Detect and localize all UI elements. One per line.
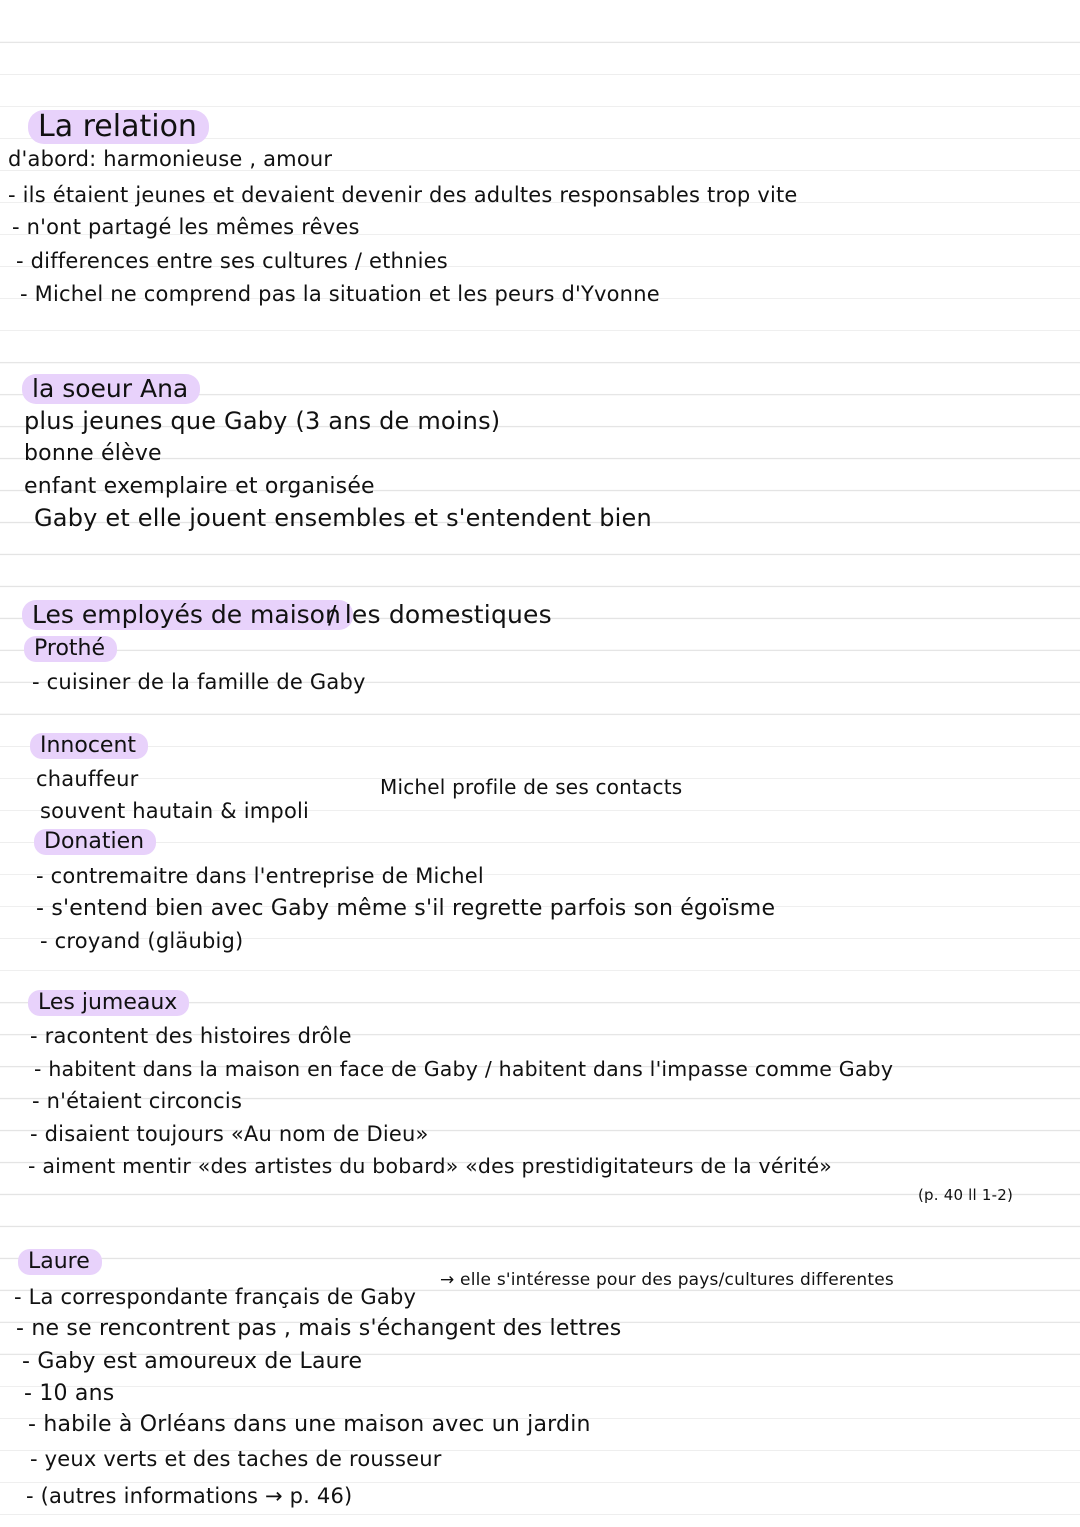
ana-line-2: bonne élève <box>24 441 162 466</box>
heading-ana: la soeur Ana <box>22 374 200 404</box>
heading-jumeaux: Les jumeaux <box>28 990 189 1016</box>
relation-line-2: - ils étaient jeunes et devaient devenir des adultes responsables trop vite <box>8 183 798 207</box>
laure-line-1: - La correspondante français de Gaby <box>14 1285 417 1309</box>
jumeaux-line-5: - aiment mentir «des artistes du bobard» «des prestidigitateurs de la vérité» <box>28 1154 832 1178</box>
heading-innocent: Innocent <box>30 733 148 759</box>
innocent-line-1: chauffeur <box>36 767 139 791</box>
heading-donatien: Donatien <box>34 829 156 855</box>
relation-line-4: - differences entre ses cultures / ethnies <box>16 249 448 273</box>
relation-line-5: - Michel ne comprend pas la situation et les peurs d'Yvonne <box>20 282 660 306</box>
heading-laure: Laure <box>18 1249 102 1275</box>
laure-line-6: - yeux verts et des taches de rousseur <box>30 1447 442 1471</box>
donatien-line-3: - croyand (gläubig) <box>40 929 244 953</box>
ana-line-4: Gaby et elle jouent ensembles et s'entendent bien <box>34 504 652 532</box>
employes-heading-suffix: / les domestiques <box>328 600 552 629</box>
ana-line-3: enfant exemplaire et organisée <box>24 474 375 499</box>
relation-line-3: - n'ont partagé les mêmes rêves <box>12 215 360 239</box>
laure-line-5: - habile à Orléans dans une maison avec un jardin <box>28 1412 591 1437</box>
ana-line-1: plus jeunes que Gaby (3 ans de moins) <box>24 407 501 435</box>
laure-line-4: - 10 ans <box>24 1381 115 1406</box>
laure-arrow-note: → elle s'intéresse pour des pays/cultures differentes <box>440 1270 894 1290</box>
prothe-line-1: - cuisiner de la famille de Gaby <box>32 670 366 694</box>
jumeaux-line-3: - n'étaient circoncis <box>32 1089 243 1113</box>
donatien-line-1: - contremaitre dans l'entreprise de Michel <box>36 864 484 888</box>
innocent-note: Michel profile de ses contacts <box>380 775 683 799</box>
laure-line-7: - (autres informations → p. 46) <box>26 1484 353 1508</box>
innocent-line-2: souvent hautain & impoli <box>40 799 310 823</box>
laure-line-2: - ne se rencontrent pas , mais s'échangent des lettres <box>16 1316 622 1341</box>
jumeaux-line-4: - disaient toujours «Au nom de Dieu» <box>30 1122 429 1146</box>
jumeaux-line-2: - habitent dans la maison en face de Gaby / habitent dans l'impasse comme Gaby <box>34 1057 894 1081</box>
heading-relation: La relation <box>28 110 209 144</box>
heading-prothe: Prothé <box>24 636 117 662</box>
donatien-line-2: - s'entend bien avec Gaby même s'il regrette parfois son égoïsme <box>36 896 776 921</box>
heading-employes: Les employés de maison <box>22 600 353 630</box>
relation-line-1: d'abord: harmonieuse , amour <box>8 147 333 171</box>
jumeaux-line-1: - racontent des histoires drôle <box>30 1024 352 1048</box>
laure-line-3: - Gaby est amoureux de Laure <box>22 1349 363 1374</box>
jumeaux-ref: (p. 40 ll 1-2) <box>918 1186 1014 1204</box>
